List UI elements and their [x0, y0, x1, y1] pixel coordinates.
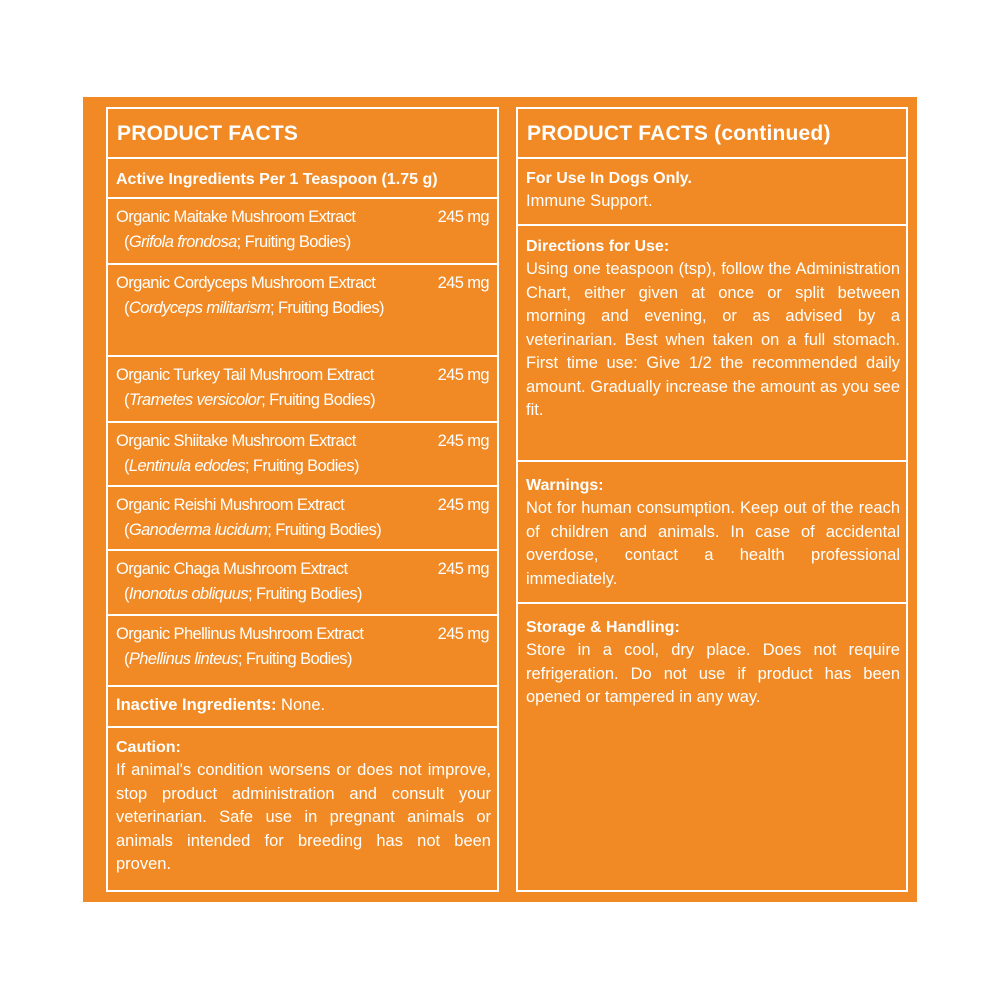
- panel-title-row: [108, 109, 497, 159]
- product-facts-continued-panel: [516, 107, 908, 892]
- ingredient-name: [116, 363, 422, 413]
- ingredient-amount: 245 mg: [437, 208, 489, 226]
- caution-section: [108, 728, 497, 890]
- directions-section: [518, 226, 906, 462]
- directions-text: Using one teaspoon (tsp), follow the Administration Chart, either given at once or split between morning and evening, or as advised by a veterinarian. Best when taken on a full stomach. First time use: Give 1/2 the recommended daily amount. Gradually increase the amount as you see fit.: [526, 260, 900, 419]
- ingredient-part: ; Fruiting Bodies): [261, 391, 376, 409]
- ingredient-name-text: Organic Turkey Tail Mushroom Extract: [116, 366, 374, 384]
- ingredient-name: [116, 205, 422, 255]
- ingredient-scientific-name: Grifola frondosa: [128, 233, 237, 251]
- ingredient-scientific-name: Cordyceps militarism: [128, 299, 270, 317]
- warnings-text: Not for human consumption. Keep out of the reach of children and animals. In case of accidental overdose, contact a health professional immediately.: [526, 499, 900, 588]
- ingredient-amount: 245 mg: [437, 274, 489, 292]
- use-section: [518, 159, 906, 226]
- warnings-section: [518, 462, 906, 604]
- ingredient-name: [116, 271, 422, 321]
- ingredient-part: ; Fruiting Bodies): [244, 457, 359, 475]
- ingredient-row: [108, 265, 497, 357]
- storage-section: [518, 604, 906, 890]
- storage-text: Store in a cool, dry place. Does not require refrigeration. Do not use if product has been opened or tampered in any way.: [526, 641, 900, 706]
- ingredient-row: [108, 199, 497, 265]
- ingredient-name-text: Organic Phellinus Mushroom Extract: [116, 625, 364, 643]
- ingredient-name-text: Organic Cordyceps Mushroom Extract: [116, 274, 376, 292]
- panel-title: PRODUCT FACTS: [117, 122, 299, 145]
- ingredient-part: ; Fruiting Bodies): [269, 299, 384, 317]
- ingredient-row: [108, 616, 497, 687]
- ingredient-name-text: Organic Maitake Mushroom Extract: [116, 208, 356, 226]
- ingredient-source: (Grifola frondosa; Fruiting Bodies): [116, 233, 351, 251]
- ingredient-source: (Inonotus obliquus; Fruiting Bodies): [116, 585, 362, 603]
- ingredient-source: (Phellinus linteus; Fruiting Bodies): [116, 650, 352, 668]
- ingredient-scientific-name: Phellinus linteus: [128, 650, 238, 668]
- ingredient-amount: 245 mg: [437, 366, 489, 384]
- product-facts-panel: [106, 107, 499, 892]
- inactive-ingredients-value: None.: [276, 696, 326, 714]
- panel-title-continued: PRODUCT FACTS (continued): [527, 122, 831, 145]
- ingredient-name: [116, 429, 422, 479]
- ingredient-name-text: Organic Shiitake Mushroom Extract: [116, 432, 356, 450]
- ingredient-name: [116, 557, 422, 607]
- caution-text: If animal's condition worsens or does not improve, stop product administration and consult your veterinarian. Safe use in pregnant animals or animals intended for breeding has not been proven.: [116, 761, 491, 873]
- ingredient-scientific-name: Ganoderma lucidum: [128, 521, 268, 539]
- product-facts-label: [83, 97, 917, 902]
- caution-heading: Caution:: [116, 739, 181, 756]
- ingredient-scientific-name: Lentinula edodes: [128, 457, 245, 475]
- use-heading: For Use In Dogs Only.: [526, 170, 692, 187]
- ingredient-source: (Trametes versicolor; Fruiting Bodies): [116, 391, 376, 409]
- inactive-ingredients-row: [108, 687, 497, 728]
- ingredient-scientific-name: Trametes versicolor: [128, 391, 262, 409]
- ingredient-name-text: Organic Chaga Mushroom Extract: [116, 560, 348, 578]
- ingredient-source: (Cordyceps militarism; Fruiting Bodies): [116, 299, 384, 317]
- ingredient-row: [108, 487, 497, 551]
- ingredient-source: (Lentinula edodes; Fruiting Bodies): [116, 457, 359, 475]
- active-ingredients-heading: Active Ingredients Per 1 Teaspoon (1.75 g): [116, 171, 438, 188]
- ingredient-source: (Ganoderma lucidum; Fruiting Bodies): [116, 521, 382, 539]
- ingredient-row: [108, 423, 497, 487]
- active-ingredients-header: [108, 159, 497, 199]
- directions-heading: Directions for Use:: [526, 238, 670, 255]
- ingredient-amount: 245 mg: [437, 625, 489, 643]
- warnings-heading: Warnings:: [526, 477, 604, 494]
- ingredient-row: [108, 357, 497, 423]
- ingredient-amount: 245 mg: [437, 560, 489, 578]
- panel-title-row: [518, 109, 906, 159]
- ingredient-name: [116, 493, 422, 543]
- use-text: Immune Support.: [526, 192, 653, 210]
- storage-heading: Storage & Handling:: [526, 619, 680, 636]
- ingredient-amount: 245 mg: [437, 432, 489, 450]
- inactive-ingredients-label: Inactive Ingredients:: [116, 696, 277, 714]
- ingredient-amount: 245 mg: [437, 496, 489, 514]
- ingredient-part: ; Fruiting Bodies): [236, 233, 351, 251]
- ingredient-part: ; Fruiting Bodies): [267, 521, 382, 539]
- ingredient-scientific-name: Inonotus obliquus: [128, 585, 249, 603]
- ingredient-name: [116, 622, 422, 672]
- ingredient-name-text: Organic Reishi Mushroom Extract: [116, 496, 345, 514]
- ingredient-row: [108, 551, 497, 616]
- ingredient-part: ; Fruiting Bodies): [248, 585, 362, 603]
- ingredient-part: ; Fruiting Bodies): [237, 650, 352, 668]
